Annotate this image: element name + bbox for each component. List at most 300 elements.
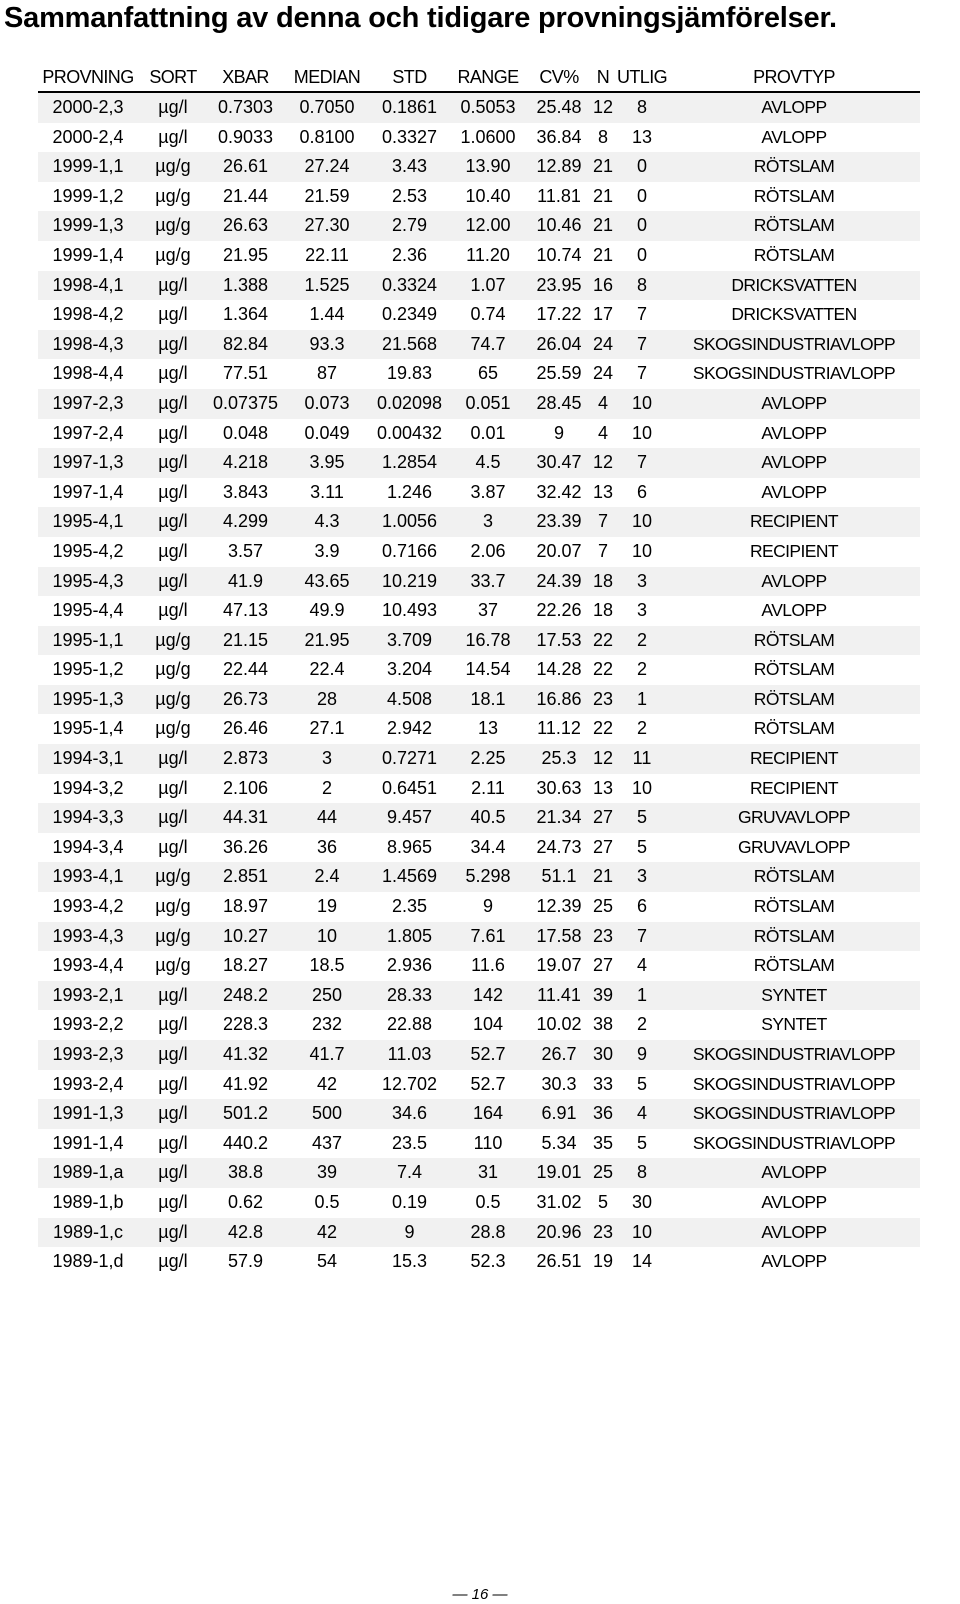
cell-sort: µg/l (158, 1073, 188, 1094)
cell-provning: 1993-4,4 (52, 955, 124, 976)
cell-cv: 21.34 (528, 803, 590, 833)
cell-sort: µg/g (155, 955, 191, 976)
cell-sort: µg/l (138, 981, 208, 1011)
cell-xbar: 4.299 (208, 507, 283, 537)
cell-std: 10.493 (381, 600, 438, 621)
table-row (38, 1129, 920, 1159)
cell-utlig: 1 (616, 685, 668, 715)
cell-xbar: 2.851 (208, 862, 283, 892)
cell-median: 1.44 (309, 304, 345, 325)
cell-provning: 1993-2,3 (38, 1040, 138, 1070)
cell-median: 0.073 (283, 389, 371, 419)
cell-std: 7.4 (371, 1158, 448, 1188)
cell-std: 0.1861 (371, 92, 448, 123)
cell-provning: 1989-1,a (38, 1158, 138, 1188)
cell-provtyp: GRUVAVLOPP (668, 803, 920, 833)
cell-n: 18 (592, 600, 614, 621)
cell-range: 52.7 (470, 1073, 506, 1094)
cell-median: 87 (316, 363, 338, 384)
cell-median: 10 (283, 922, 371, 952)
cell-cv: 25.59 (536, 363, 582, 384)
cell-provtyp: AVLOPP (761, 422, 827, 443)
cell-sort: µg/g (155, 185, 191, 206)
cell-sort: µg/l (158, 836, 188, 857)
table-row (38, 271, 920, 301)
cell-sort: µg/l (138, 92, 208, 123)
table-row (38, 359, 920, 389)
cell-range: 1.07 (448, 271, 528, 301)
cell-xbar: 0.7303 (208, 92, 283, 123)
cell-n: 21 (592, 244, 614, 265)
page-title: Sammanfattning av denna och tidigare provningsjämförelser. (4, 2, 837, 34)
cell-provning: 1997-2,3 (38, 389, 138, 419)
cell-std: 1.0056 (371, 507, 448, 537)
cell-n: 36 (590, 1099, 616, 1129)
cell-provning: 1995-1,2 (52, 659, 124, 680)
cell-provning: 1999-1,2 (52, 185, 124, 206)
cell-median: 22.4 (309, 659, 345, 680)
cell-provtyp: RÖTSLAM (753, 955, 835, 976)
cell-cv: 20.96 (528, 1218, 590, 1248)
cell-cv: 25.3 (528, 744, 590, 774)
table-row (38, 862, 920, 892)
cell-std: 9.457 (371, 803, 448, 833)
cell-sort: µg/l (158, 481, 188, 502)
table-row (38, 1040, 920, 1070)
cell-provtyp: AVLOPP (668, 1158, 920, 1188)
cell-std: 0.02098 (371, 389, 448, 419)
cell-utlig: 0 (616, 152, 668, 182)
table-row (38, 803, 920, 833)
cell-std: 34.6 (371, 1099, 448, 1129)
cell-n: 22 (590, 626, 616, 656)
table-row (38, 685, 920, 715)
cell-n: 7 (597, 540, 608, 561)
cell-range: 2.11 (471, 777, 505, 798)
cell-cv: 30.63 (536, 777, 582, 798)
column-header-range: RANGE (448, 64, 528, 92)
cell-median: 0.5 (314, 1191, 340, 1212)
table-row (38, 1158, 920, 1188)
cell-xbar: 41.92 (222, 1073, 269, 1094)
cell-provning: 1995-1,4 (52, 718, 124, 739)
table-row (38, 537, 920, 567)
cell-cv: 12.39 (536, 896, 582, 917)
table-row (38, 655, 920, 685)
cell-sort: µg/g (155, 896, 191, 917)
cell-xbar: 26.63 (208, 211, 283, 241)
cell-n: 25 (592, 896, 614, 917)
cell-provning: 1994-3,1 (38, 744, 138, 774)
column-header-provtyp: PROVTYP (668, 64, 920, 92)
cell-median: 437 (311, 1132, 343, 1153)
table-row (38, 1247, 920, 1277)
cell-xbar: 26.73 (208, 685, 283, 715)
table-row (38, 1218, 920, 1248)
cell-cv: 10.46 (528, 211, 590, 241)
cell-provtyp: RECIPIENT (668, 744, 920, 774)
cell-provtyp: RÖTSLAM (668, 685, 920, 715)
cell-xbar: 0.07375 (208, 389, 283, 419)
cell-sort: µg/g (138, 922, 208, 952)
cell-sort: µg/l (138, 567, 208, 597)
cell-median: 19 (316, 896, 338, 917)
cell-cv: 20.07 (536, 540, 582, 561)
cell-utlig: 0 (636, 185, 647, 206)
cell-n: 38 (592, 1014, 614, 1035)
cell-provtyp: AVLOPP (761, 600, 827, 621)
table-row (38, 1188, 920, 1218)
cell-cv: 10.02 (536, 1014, 582, 1035)
cell-cv: 16.86 (528, 685, 590, 715)
cell-cv: 32.42 (536, 481, 582, 502)
cell-provning: 1994-3,2 (52, 777, 124, 798)
cell-cv: 30.47 (528, 448, 590, 478)
cell-provtyp: RÖTSLAM (668, 211, 920, 241)
cell-sort: µg/g (155, 244, 191, 265)
cell-provtyp: SKOGSINDUSTRIAVLOPP (668, 1040, 920, 1070)
cell-n: 21 (590, 211, 616, 241)
cell-std: 28.33 (371, 981, 448, 1011)
cell-utlig: 10 (616, 507, 668, 537)
cell-std: 0.3324 (371, 271, 448, 301)
cell-median: 4.3 (283, 507, 371, 537)
cell-provning: 1995-1,3 (38, 685, 138, 715)
cell-cv: 23.95 (528, 271, 590, 301)
cell-provning: 1999-1,3 (38, 211, 138, 241)
cell-xbar: 77.51 (222, 363, 269, 384)
cell-n: 23 (590, 1218, 616, 1248)
cell-xbar: 21.44 (222, 185, 269, 206)
cell-std: 0.7271 (371, 744, 448, 774)
cell-provtyp: RÖTSLAM (668, 626, 920, 656)
cell-utlig: 2 (636, 718, 647, 739)
cell-utlig: 10 (616, 1218, 668, 1248)
cell-n: 24 (590, 330, 616, 360)
cell-xbar: 57.9 (227, 1251, 264, 1272)
cell-std: 22.88 (386, 1014, 433, 1035)
cell-xbar: 228.3 (222, 1014, 269, 1035)
cell-provning: 1989-1,b (52, 1191, 124, 1212)
cell-sort: µg/l (158, 1191, 188, 1212)
cell-n: 27 (592, 955, 614, 976)
cell-provtyp: AVLOPP (761, 1191, 827, 1212)
table-row (38, 951, 920, 981)
cell-cv: 24.39 (528, 567, 590, 597)
cell-utlig: 10 (631, 777, 653, 798)
cell-n: 27 (592, 836, 614, 857)
cell-std: 19.83 (386, 363, 433, 384)
column-header-median: MEDIAN (283, 64, 371, 92)
cell-xbar: 1.364 (222, 304, 269, 325)
cell-std: 15.3 (391, 1251, 428, 1272)
cell-std: 2.36 (391, 244, 428, 265)
cell-xbar: 0.9033 (217, 126, 274, 147)
cell-cv: 11.41 (528, 981, 590, 1011)
cell-utlig: 5 (636, 1132, 647, 1153)
cell-xbar: 248.2 (208, 981, 283, 1011)
table-row (38, 300, 920, 330)
cell-provning: 1994-3,4 (52, 836, 124, 857)
cell-range: 12.00 (448, 211, 528, 241)
cell-utlig: 7 (616, 330, 668, 360)
cell-range: 40.5 (448, 803, 528, 833)
column-header-provning: PROVNING (38, 64, 138, 92)
cell-provtyp: AVLOPP (761, 126, 827, 147)
cell-n: 39 (590, 981, 616, 1011)
cell-utlig: 3 (616, 567, 668, 597)
header-row (38, 64, 920, 92)
cell-range: 16.78 (448, 626, 528, 656)
cell-range: 13 (477, 718, 499, 739)
cell-range: 28.8 (448, 1218, 528, 1248)
cell-provning: 1994-3,3 (38, 803, 138, 833)
table-row (38, 1010, 920, 1040)
cell-n: 12 (590, 744, 616, 774)
cell-median: 43.65 (283, 567, 371, 597)
cell-utlig: 4 (636, 955, 647, 976)
cell-range: 52.7 (448, 1040, 528, 1070)
cell-n: 5 (597, 1191, 608, 1212)
cell-cv: 17.58 (528, 922, 590, 952)
cell-n: 25 (590, 1158, 616, 1188)
cell-utlig: 7 (636, 363, 647, 384)
cell-xbar: 26.46 (222, 718, 269, 739)
table-row (38, 92, 920, 123)
cell-median: 42 (283, 1218, 371, 1248)
cell-sort: µg/l (158, 363, 188, 384)
cell-provning: 2000-2,3 (38, 92, 138, 123)
cell-median: 3.95 (283, 448, 371, 478)
cell-std: 0.3327 (381, 126, 438, 147)
cell-median: 54 (316, 1251, 338, 1272)
cell-provtyp: RECIPIENT (668, 507, 920, 537)
cell-median: 232 (311, 1014, 343, 1035)
cell-cv: 28.45 (528, 389, 590, 419)
cell-range: 0.5 (475, 1191, 501, 1212)
cell-median: 39 (283, 1158, 371, 1188)
cell-provtyp: DRICKSVATTEN (731, 304, 857, 325)
cell-range: 0.74 (470, 304, 506, 325)
cell-median: 36 (316, 836, 338, 857)
cell-sort: µg/l (138, 271, 208, 301)
cell-utlig: 6 (636, 896, 647, 917)
cell-std: 8.965 (386, 836, 433, 857)
cell-provning: 1997-1,3 (38, 448, 138, 478)
cell-provtyp: SKOGSINDUSTRIAVLOPP (692, 363, 896, 384)
cell-provning: 1999-1,1 (38, 152, 138, 182)
cell-provning: 1991-1,3 (38, 1099, 138, 1129)
cell-xbar: 26.61 (208, 152, 283, 182)
cell-cv: 36.84 (536, 126, 582, 147)
column-header-std: STD (371, 64, 448, 92)
cell-median: 21.95 (283, 626, 371, 656)
cell-cv: 24.73 (536, 836, 582, 857)
cell-provtyp: AVLOPP (668, 567, 920, 597)
cell-cv: 31.02 (536, 1191, 582, 1212)
column-header-xbar: XBAR (208, 64, 283, 92)
cell-provtyp: RÖTSLAM (753, 896, 835, 917)
cell-utlig: 6 (636, 481, 647, 502)
table-row (38, 892, 920, 922)
cell-median: 21.59 (304, 185, 350, 206)
cell-provning: 1993-4,1 (38, 862, 138, 892)
cell-range: 1.0600 (460, 126, 516, 147)
cell-range: 33.7 (448, 567, 528, 597)
cell-std: 23.5 (391, 1132, 428, 1153)
table-row (38, 774, 920, 804)
cell-cv: 26.51 (536, 1251, 582, 1272)
cell-range: 11.20 (466, 244, 510, 265)
cell-provning: 1999-1,4 (52, 244, 124, 265)
cell-range: 2.25 (448, 744, 528, 774)
cell-provtyp: RÖTSLAM (753, 718, 835, 739)
cell-sort: µg/g (138, 626, 208, 656)
table-row (38, 211, 920, 241)
table-row (38, 596, 920, 626)
cell-provning: 1997-2,4 (52, 422, 124, 443)
table-row (38, 419, 920, 449)
cell-xbar: 2.873 (208, 744, 283, 774)
cell-utlig: 5 (636, 1073, 647, 1094)
cell-sort: µg/l (158, 777, 188, 798)
cell-n: 35 (592, 1132, 614, 1153)
table-header (38, 64, 920, 92)
cell-xbar: 36.26 (222, 836, 269, 857)
cell-provtyp: AVLOPP (668, 389, 920, 419)
cell-provning: 1998-4,2 (52, 304, 124, 325)
cell-provtyp: RÖTSLAM (668, 152, 920, 182)
cell-provning: 2000-2,4 (52, 126, 124, 147)
cell-sort: µg/l (138, 803, 208, 833)
table-row (38, 330, 920, 360)
cell-n: 4 (597, 422, 608, 443)
cell-sort: µg/l (158, 304, 188, 325)
table-row (38, 389, 920, 419)
cell-xbar: 10.27 (208, 922, 283, 952)
cell-cv: 11.81 (537, 185, 581, 206)
cell-xbar: 3.57 (227, 540, 264, 561)
cell-provning: 1995-4,1 (38, 507, 138, 537)
cell-cv: 17.22 (536, 304, 582, 325)
cell-cv: 12.89 (528, 152, 590, 182)
cell-n: 13 (592, 481, 614, 502)
cell-std: 0.2349 (381, 304, 438, 325)
cell-n: 27 (590, 803, 616, 833)
cell-median: 2 (321, 777, 332, 798)
cell-sort: µg/g (138, 211, 208, 241)
cell-provtyp: AVLOPP (761, 1251, 827, 1272)
cell-xbar: 42.8 (208, 1218, 283, 1248)
table-row (38, 744, 920, 774)
cell-median: 49.9 (309, 600, 345, 621)
cell-utlig: 2 (636, 1014, 647, 1035)
cell-utlig: 7 (616, 448, 668, 478)
cell-provning: 1995-4,4 (52, 600, 124, 621)
cell-range: 164 (448, 1099, 528, 1129)
cell-sort: µg/l (158, 126, 188, 147)
cell-cv: 9 (553, 422, 564, 443)
cell-n: 18 (590, 567, 616, 597)
cell-std: 4.508 (371, 685, 448, 715)
cell-utlig: 2 (636, 659, 647, 680)
cell-range: 34.4 (470, 836, 506, 857)
cell-xbar: 1.388 (208, 271, 283, 301)
cell-range: 65 (477, 363, 499, 384)
cell-std: 3.43 (371, 152, 448, 182)
cell-xbar: 41.9 (208, 567, 283, 597)
cell-xbar: 22.44 (222, 659, 269, 680)
table-row (38, 182, 920, 212)
cell-sort: µg/l (158, 1132, 188, 1153)
cell-range: 3 (448, 507, 528, 537)
cell-xbar: 41.32 (208, 1040, 283, 1070)
cell-median: 1.525 (283, 271, 371, 301)
cell-provtyp: SYNTET (761, 1014, 827, 1035)
comparison-table (38, 64, 920, 1277)
cell-range: 110 (473, 1132, 503, 1153)
cell-n: 13 (592, 777, 614, 798)
cell-n: 21 (590, 152, 616, 182)
cell-provtyp: SKOGSINDUSTRIAVLOPP (668, 330, 920, 360)
cell-provtyp: SKOGSINDUSTRIAVLOPP (692, 1073, 896, 1094)
cell-median: 41.7 (283, 1040, 371, 1070)
cell-std: 10.219 (371, 567, 448, 597)
cell-n: 12 (590, 92, 616, 123)
cell-std: 2.35 (391, 896, 428, 917)
cell-provtyp: SKOGSINDUSTRIAVLOPP (668, 1099, 920, 1129)
cell-provtyp: SYNTET (668, 981, 920, 1011)
cell-cv: 14.28 (536, 659, 582, 680)
cell-utlig: 30 (631, 1191, 653, 1212)
table-row (38, 448, 920, 478)
cell-cv: 26.7 (528, 1040, 590, 1070)
cell-median: 18.5 (309, 955, 345, 976)
cell-provning: 1993-4,3 (38, 922, 138, 952)
cell-xbar: 2.106 (222, 777, 269, 798)
cell-std: 0.7166 (381, 540, 438, 561)
cell-xbar: 3.843 (222, 481, 269, 502)
cell-n: 22 (592, 659, 614, 680)
cell-median: 250 (283, 981, 371, 1011)
cell-median: 2.4 (283, 862, 371, 892)
cell-utlig: 8 (616, 92, 668, 123)
cell-sort: µg/l (158, 1251, 188, 1272)
cell-provtyp: RECIPIENT (750, 777, 838, 798)
cell-n: 30 (590, 1040, 616, 1070)
cell-xbar: 82.84 (208, 330, 283, 360)
cell-sort: µg/l (158, 600, 188, 621)
cell-sort: µg/l (138, 1099, 208, 1129)
cell-xbar: 4.218 (208, 448, 283, 478)
cell-sort: µg/l (138, 448, 208, 478)
cell-provning: 1991-1,4 (52, 1132, 124, 1153)
table-row (38, 1099, 920, 1129)
cell-utlig: 10 (631, 540, 653, 561)
cell-provtyp: AVLOPP (668, 1218, 920, 1248)
cell-sort: µg/l (158, 540, 188, 561)
cell-xbar: 38.8 (208, 1158, 283, 1188)
cell-sort: µg/g (155, 659, 191, 680)
cell-median: 93.3 (283, 330, 371, 360)
cell-provtyp: AVLOPP (761, 481, 827, 502)
cell-std: 0.6451 (381, 777, 438, 798)
table-row (38, 478, 920, 508)
cell-provtyp: RÖTSLAM (753, 659, 835, 680)
table-row (38, 152, 920, 182)
cell-cv: 19.07 (536, 955, 582, 976)
cell-median: 0.8100 (299, 126, 355, 147)
